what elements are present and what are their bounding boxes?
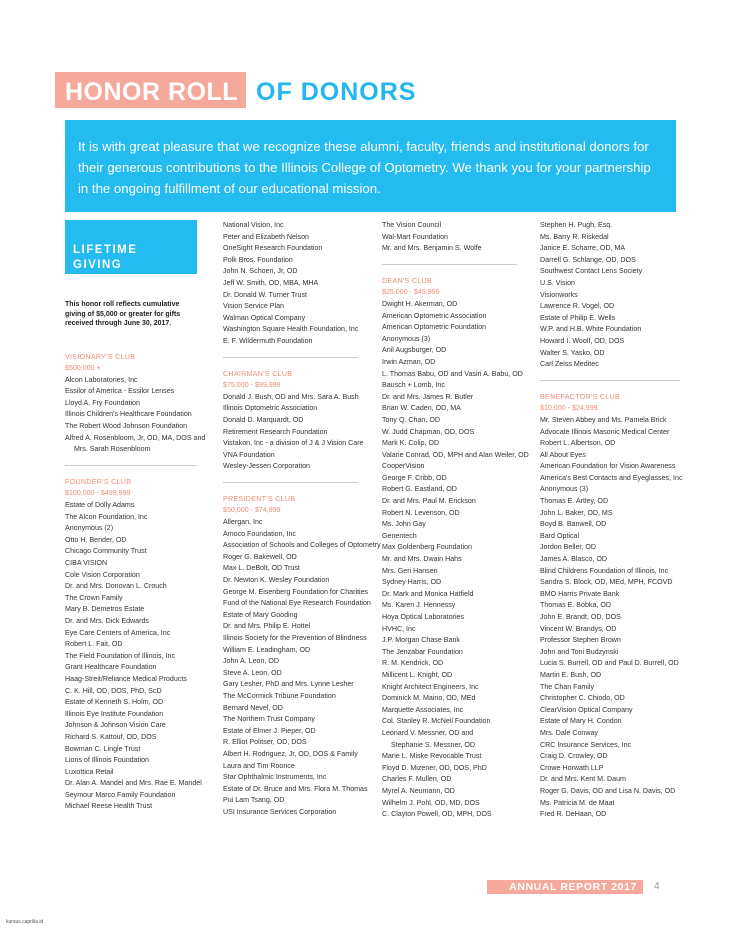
list-item: Anonymous (2)	[65, 524, 114, 533]
list-item: L. Thomas Babu, OD and Vasiri A. Babu, OD	[382, 369, 523, 378]
list-item: The McCormick Tribune Foundation	[223, 691, 336, 700]
list-item: Donald J. Bush, OD and Mrs. Sara A. Bush	[223, 392, 359, 401]
list-item: Robert L. Albertson, OD	[540, 439, 616, 448]
dean-club-range: $25,000 - $49,999	[382, 288, 440, 297]
list-item: Roger G. Bakewell, OD	[223, 552, 297, 561]
list-item: Robert N. Levenson, OD	[382, 508, 460, 517]
list-item: All About Eyes	[540, 450, 586, 459]
list-item: Johnson & Johnson Vision Care	[65, 721, 166, 730]
list-item: CooperVision	[382, 462, 425, 471]
list-item: Boyd B. Banwell, OD	[540, 520, 607, 529]
list-item: CIBA VISION	[65, 559, 108, 567]
list-item: Bowman C. Lingle Trust	[65, 744, 141, 753]
list-item: Illinois Optometric Association	[223, 404, 318, 413]
lifetime-giving-heading	[65, 220, 197, 274]
list-item: Retirement Research Foundation	[223, 427, 328, 436]
list-item: Dr. Donald W. Turner Trust	[223, 290, 307, 299]
visionary-donor-list	[65, 375, 206, 456]
list-item: The Jenzabar Foundation	[382, 647, 463, 656]
list-item: Donald D. Marquardt, OD	[223, 415, 304, 424]
list-item: Irwin Azman, OD	[382, 357, 436, 366]
list-item: Robert L. Fait, OD	[65, 640, 123, 649]
list-item: Southwest Contact Lens Society	[540, 267, 643, 276]
list-item: ClearVision Optical Company	[540, 705, 633, 714]
annual-report-label: ANNUAL REPORT 2017	[487, 880, 643, 894]
list-item: Illinois Society for the Prevention of Blindness	[223, 634, 367, 642]
list-item: Estate of Philip E. Wells	[540, 313, 616, 322]
list-item: Dr. and Mrs. Philip E. Hottel	[223, 622, 311, 631]
list-item: Crowe Horwath LLP	[540, 763, 604, 772]
list-item: Essilor of America - Essilor Lenses	[65, 387, 175, 396]
title-part-two: OF DONORS	[256, 77, 417, 106]
list-item: American Foundation for Vision Awareness	[540, 462, 676, 471]
list-item: Mary B. Demetros Estate	[65, 605, 145, 614]
list-item: John N. Schoen, Jr, OD	[223, 267, 298, 276]
list-item: Ms. Barry R. Riskedal	[540, 232, 609, 241]
list-item: Anil Augsburger, OD	[382, 346, 447, 355]
lifetime-heading-line1: LIFETIME	[73, 244, 138, 256]
column-three	[382, 220, 529, 821]
list-item: Vision Service Plan	[223, 302, 284, 311]
divider	[382, 264, 517, 265]
list-item: Mrs. Sarah Rosenbloom	[74, 445, 151, 454]
list-item: Hoya Optical Laboratories	[382, 613, 465, 621]
list-item: Lloyd A. Fry Foundation	[65, 398, 140, 407]
list-item: Dr. and Mrs. James R. Butler	[382, 392, 474, 401]
list-item: Amoco Foundation, Inc	[223, 529, 296, 538]
list-item: Col. Stanley R. McNeil Foundation	[382, 717, 491, 726]
dean-club-title: DEAN'S CLUB	[382, 276, 432, 285]
chairman-club-title: CHAIRMAN'S CLUB	[223, 369, 293, 378]
list-item: William E. Leadingham, OD	[223, 645, 311, 654]
list-item: Jordon Beller, OD	[540, 543, 596, 552]
list-item: The Robert Wood Johnson Foundation	[65, 422, 188, 431]
list-item: Estate of Kenneth S. Holm, OD	[65, 698, 164, 707]
list-item: Mrs. Geri Hansen	[382, 566, 438, 575]
list-item: Stephen H. Pugh, Esq.	[540, 221, 613, 229]
list-item: Max Goldenberg Foundation	[382, 543, 472, 552]
list-item: Otto H. Bender, OD	[65, 535, 127, 544]
list-item: Mr. Steven Abbey and Ms. Pamela Brick	[540, 415, 667, 424]
list-item: Haag-Streit/Reliance Medical Products	[65, 674, 187, 683]
benefactor-donor-list	[540, 415, 683, 821]
founder-club-range: $100,000 - $499,999	[65, 489, 131, 498]
list-item: The Alcon Foundation, Inc	[65, 512, 148, 521]
list-item: Ms. Karen J. Hennessy	[382, 601, 456, 610]
president-club-title: PRESIDENT'S CLUB	[223, 494, 296, 503]
list-item: John and Toni Budzynski	[540, 647, 619, 656]
chairman-club-range: $75,000 - $99,999	[223, 381, 281, 390]
list-item: Walman Optical Company	[223, 313, 306, 322]
list-item: Charles F. Mullen, OD	[382, 775, 452, 784]
chairman-donor-list	[223, 392, 364, 473]
watermark: kursus.caprilia.id	[6, 919, 44, 925]
list-item: Wilhelm J. Pohl, OD, MD, DOS	[382, 798, 480, 807]
list-item: Richard S. Kattouf, OD, DOS	[65, 732, 157, 741]
column-one	[65, 220, 206, 813]
list-item: Estate of Mary H. Condon	[540, 717, 622, 726]
list-item: Thomas E. Bobka, OD	[540, 601, 611, 610]
list-item: Vincent W. Brandys, OD	[540, 624, 617, 633]
list-item: Martin E. Bush, OD	[540, 670, 602, 679]
list-item: Marquette Associates, Inc	[382, 705, 464, 714]
list-item: Bard Optical	[540, 531, 580, 540]
founder-donor-list	[65, 500, 202, 813]
list-item: Wal-Mart Foundation	[382, 232, 448, 241]
list-item: Dr. and Mrs. Dick Edwards	[65, 616, 149, 625]
list-item: OneSight Research Foundation	[223, 244, 323, 253]
list-item: Polk Bros. Foundation	[223, 255, 293, 264]
list-item: The Field Foundation of Illinois, Inc	[65, 651, 176, 660]
list-item: Mark K. Colip, OD	[382, 439, 440, 448]
list-item: Pui Lam Tsang, OD	[223, 796, 285, 805]
list-item: Tony Q. Chan, OD	[382, 415, 440, 424]
divider	[540, 380, 680, 381]
list-item: Chicago Community Trust	[65, 547, 147, 556]
list-item: C. K. Hill, OD, DOS, PhD, ScD	[65, 686, 162, 695]
list-item: Laura and Tim Roonce	[223, 761, 295, 770]
list-item: Steve A. Leon, OD	[223, 668, 282, 677]
list-item: Bernard Nevel, OD	[223, 703, 283, 712]
list-item: Mrs. Dale Conway	[540, 728, 598, 737]
list-item: Alcon Laboratories, Inc	[65, 375, 138, 384]
list-item: Sydney Harris, OD	[382, 578, 442, 587]
list-item: American Optometric Foundation	[382, 323, 487, 332]
dean-donor-list	[382, 299, 529, 740]
list-item: USI Insurance Services Corporation	[223, 807, 337, 816]
list-item: Robert G. Eastland, OD	[382, 485, 457, 494]
list-item: Carl Zeiss Meditec	[540, 360, 599, 369]
donor-list-continued	[223, 220, 358, 348]
visionary-club-title: VISIONARY'S CLUB	[65, 352, 136, 361]
list-item: Fred R. DeHaan, OD	[540, 810, 607, 819]
list-item: Thomas E. Artley, OD	[540, 497, 609, 506]
list-item: George M. Eisenberg Foundation for Charities	[223, 587, 369, 596]
list-item: Lions of Illinois Foundation	[65, 756, 149, 765]
list-item: Darrell G. Schlange, OD, DOS	[540, 255, 636, 264]
list-item: Mr. and Mrs. Dwain Hahs	[382, 555, 462, 564]
list-item: U.S. Vision	[540, 278, 575, 287]
visionary-club-range: $500,000 +	[65, 364, 101, 373]
list-item: John L. Baker, OD, MS	[540, 508, 613, 517]
list-item: Dr. and Mrs. Donovan L. Crouch	[65, 582, 167, 591]
list-item: Blind Childrens Foundation of Illinois, Inc	[540, 566, 669, 575]
list-item: Advocate Illinois Masonic Medical Center	[540, 427, 670, 436]
list-item: Gary Lesher, PhD and Mrs. Lynne Lesher	[223, 680, 354, 689]
list-item: Washington Square Health Foundation, Inc	[223, 325, 359, 334]
president-club-range: $50,000 - $74,999	[223, 506, 281, 515]
lifetime-note: This honor roll reflects cumulative giving of $5,000 or greater for gifts received through June 30, 2017.	[65, 301, 181, 327]
list-item: Lucia S. Burrell, OD and Paul D. Burrell, OD	[540, 659, 679, 668]
president-donor-list	[223, 517, 381, 818]
benefactor-club-title: BENEFACTOR'S CLUB	[540, 392, 621, 401]
dean-donor-list-more	[382, 751, 517, 821]
lifetime-heading-line2: GIVING	[73, 259, 123, 271]
list-item: Roger G. Davis, OD and Lisa N. Davis, OD	[540, 786, 676, 795]
list-item: Millicent L. Knight, OD	[382, 670, 453, 679]
list-item: American Optometric Association	[382, 311, 487, 320]
list-item: VNA Foundation	[223, 450, 275, 459]
list-item: The Northern Trust Company	[223, 715, 315, 724]
list-item: Illinois Eye Institute Foundation	[65, 709, 164, 718]
list-item: Illinois Children's Healthcare Foundation	[65, 410, 192, 419]
list-item: Ms. Patricia M. de Maat	[540, 798, 615, 807]
list-item: Marie L. Miske Revocable Trust	[382, 752, 482, 761]
list-item: Jeff W. Smith, OD, MBA, MHA	[223, 278, 319, 287]
list-item: Myrel A. Neumann, OD	[382, 786, 455, 795]
title-part-one: HONOR ROLL	[55, 72, 246, 108]
list-item: Floyd D. Mizener, OD, DOS, PhD	[382, 763, 487, 772]
list-item: Luxottica Retail	[65, 767, 114, 776]
list-item: Dr. Alan A. Mandel and Mrs. Rae E. Mandel	[65, 779, 202, 788]
list-item: Dwight H. Akerman, OD	[382, 299, 458, 308]
list-item: Lawrence R. Vogel, OD	[540, 302, 615, 311]
list-item: Anonymous (3)	[540, 485, 589, 494]
list-item: E. F. Wildermuth Foundation	[223, 336, 313, 345]
list-item: Eye Care Centers of America, Inc	[65, 628, 171, 637]
list-item: Albert H. Rodriguez, Jr, OD, DOS & Family	[223, 749, 358, 758]
list-item: Star Ophthalmic Instruments, Inc	[223, 773, 327, 782]
list-item: R. Elliot Politser, OD, DOS	[223, 738, 307, 747]
list-item: Mr. and Mrs. Benjamin S. Wolfe	[382, 244, 482, 253]
list-item: C. Clayton Powell, OD, MPH, DOS	[382, 810, 492, 819]
page-title	[55, 72, 416, 108]
list-item: Vistakon, Inc - a division of J & J Vision Care	[223, 439, 364, 448]
list-item: Dr. and Mrs. Paul M. Erickson	[382, 497, 476, 506]
list-item: Estate of Elmer J. Pieper, OD	[223, 726, 316, 735]
list-item: Walter S. Yasko, OD	[540, 348, 605, 357]
list-item: Estate of Dr. Bruce and Mrs. Flora M. Thomas	[223, 784, 368, 793]
column-four	[540, 220, 683, 821]
list-item: The Chan Family	[540, 682, 595, 691]
list-item: Sandra S. Block, OD, MEd, MPH, FCOVD	[540, 578, 673, 587]
list-item: Estate of Mary Gooding	[223, 610, 298, 619]
list-item: Wesley-Jessen Corporation	[223, 462, 311, 471]
page-number: 4	[654, 881, 660, 892]
list-item: Brian W. Caden, OD, MA	[382, 404, 461, 413]
list-item: Christopher C. Chiodo, OD	[540, 694, 625, 703]
list-item: Michael Reese Health Trust	[65, 802, 153, 811]
list-item: John E. Brandt, OD, DOS	[540, 613, 621, 621]
list-item: Estate of Dolly Adams	[65, 501, 135, 510]
list-item: Janice E. Scharre, OD, MA	[540, 244, 626, 253]
list-item: Fund of the National Eye Research Foundation	[223, 599, 371, 608]
list-item: The Vision Council	[382, 221, 442, 229]
list-item: Dr. Newton K. Wesley Foundation	[223, 576, 330, 585]
donor-list-continued	[382, 220, 517, 255]
list-item: Stephanie S. Messner, OD	[391, 740, 475, 749]
list-item: Ms. John Gay	[382, 520, 426, 529]
intro-banner: It is with great pleasure that we recognize these alumni, faculty, friends and institutional donors for their generous contributions to the Illinois College of Optometry. We thank you for your partnership in the ongoing fulfillment of our educational mission.	[65, 120, 676, 212]
list-item: Allergan, Inc	[223, 518, 263, 527]
list-item: R. M. Kendrick, OD	[382, 659, 444, 668]
list-item: Professor Stephen Brown	[540, 636, 621, 645]
list-item: James A. Blasco, OD	[540, 555, 608, 564]
list-item: Leonard V. Messner, OD and	[382, 728, 474, 737]
list-item: Dr. and Mrs. Kent M. Daum	[540, 775, 626, 784]
divider	[223, 357, 358, 358]
list-item: HVHC, Inc	[382, 624, 416, 633]
list-item: Bausch + Lomb, Inc	[382, 381, 445, 390]
list-item: National Vision, Inc	[223, 221, 284, 229]
list-item: George F. Cribb, OD	[382, 473, 447, 482]
list-item: Cole Vision Corporation	[65, 570, 140, 579]
list-item: Dominick M. Maino, OD, MEd	[382, 694, 476, 703]
divider	[223, 482, 358, 483]
founder-club-title: FOUNDER'S CLUB	[65, 477, 132, 486]
list-item: Dr. Mark and Monica Hatfield	[382, 589, 474, 598]
list-item: CRC Insurance Services, Inc	[540, 740, 632, 749]
list-item: W. Judd Chapman, OD, DOS	[382, 427, 475, 436]
list-item: J.P. Morgan Chase Bank	[382, 636, 460, 645]
list-item: Association of Schools and Colleges of Optometry	[223, 541, 381, 550]
list-item: Craig D. Crowley, OD	[540, 752, 608, 761]
donor-list-continued	[540, 220, 680, 371]
benefactor-club-range: $10,000 - $24,999	[540, 404, 598, 413]
list-item: John A. Leon, OD	[223, 657, 279, 666]
list-item: Max L. DeBolt, OD Trust	[223, 564, 300, 573]
list-item: Valarie Conrad, OD, MPH and Alan Weiler, OD	[382, 450, 529, 459]
list-item: America's Best Contacts and Eyeglasses, Inc	[540, 473, 683, 482]
list-item: BMO Harris Private Bank	[540, 589, 620, 598]
list-item: Grant Healthcare Foundation	[65, 663, 157, 672]
list-item: W.P. and H.B. White Foundation	[540, 325, 642, 334]
list-item: Anonymous (3)	[382, 334, 431, 343]
list-item: Genentech	[382, 531, 417, 540]
column-two	[223, 220, 381, 819]
list-item: Visionworks	[540, 290, 578, 299]
divider	[65, 465, 197, 466]
list-item: Seymour Marco Family Foundation	[65, 790, 176, 799]
list-item: The Crown Family	[65, 593, 123, 602]
list-item: Peter and Elizabeth Nelson	[223, 232, 309, 241]
list-item: Alfred A. Rosenbloom, Jr, OD, MA, DOS and	[65, 433, 206, 442]
list-item: Knight Architect Engineers, Inc	[382, 682, 479, 691]
list-item: Howard I. Woolf, OD, DOS	[540, 336, 625, 345]
